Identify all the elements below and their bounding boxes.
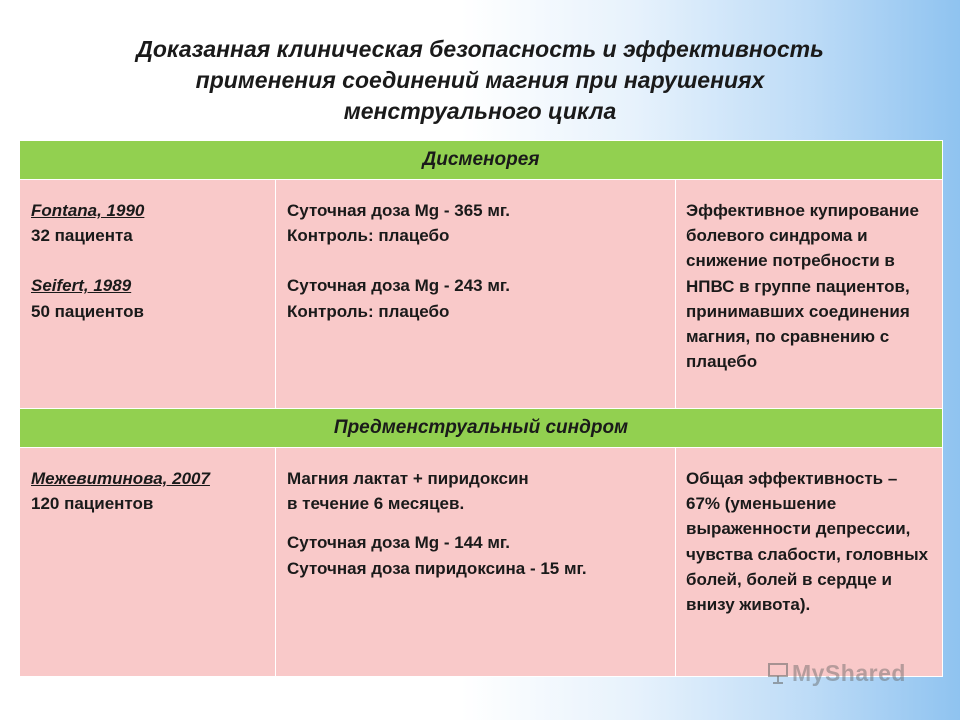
section-header-pms: Предменструальный синдром: [20, 409, 943, 448]
study-patients: 120 пациентов: [31, 494, 154, 514]
control-line: Контроль: плацебо: [287, 226, 450, 246]
title-line-3: менструального цикла: [343, 98, 617, 124]
result-cell: [676, 180, 943, 409]
duration-line: в течение 6 месяцев.: [287, 494, 465, 514]
title-line-1: Доказанная клиническая безопасность и эффективность: [136, 36, 824, 62]
treatment-line: Магния лактат + пиридоксин: [287, 469, 529, 488]
result-cell: [676, 448, 943, 677]
study-patients: 50 пациентов: [31, 301, 144, 321]
result-text: Эффективное купирование болевого синдрома и снижение потребности в НПВС в группе пациентов, принимавших соединения магния, по сравнению с плацебо: [686, 201, 919, 372]
study-patients: 32 пациента: [31, 226, 133, 246]
table-row: [20, 448, 943, 677]
dose-line: Суточная доза Mg - 365 мг.: [287, 201, 511, 220]
studies-cell: [20, 448, 276, 677]
result-text: Общая эффективность – 67% (уменьшение выраженности депрессии, чувства слабости, головных болей, болей в сердце и внизу живота).: [686, 469, 929, 615]
presentation-icon: [768, 662, 788, 684]
watermark-text: MyShared: [792, 660, 906, 686]
study-reference: Межевитинова, 2007: [31, 469, 210, 488]
dose-cell: [276, 448, 676, 677]
table-row: [20, 180, 943, 409]
study-reference: Seifert, 1989: [31, 276, 132, 296]
studies-table: [19, 140, 943, 677]
dose-line: Суточная доза Mg - 144 мг.: [287, 533, 511, 553]
title-line-2: применения соединений магния при нарушениях: [195, 67, 765, 93]
slide-title: [0, 34, 960, 127]
control-line: Контроль: плацебо: [287, 301, 450, 321]
dose-line: Суточная доза Mg - 243 мг.: [287, 276, 511, 296]
section-header-row: [20, 409, 943, 448]
section-header-dysmenorrhea: Дисменорея: [20, 141, 943, 180]
dose-line: Суточная доза пиридоксина - 15 мг.: [287, 558, 587, 578]
study-reference: Fontana, 1990: [31, 201, 145, 220]
watermark: [768, 660, 906, 687]
section-header-row: [20, 141, 943, 180]
studies-cell: [20, 180, 276, 409]
dose-cell: [276, 180, 676, 409]
